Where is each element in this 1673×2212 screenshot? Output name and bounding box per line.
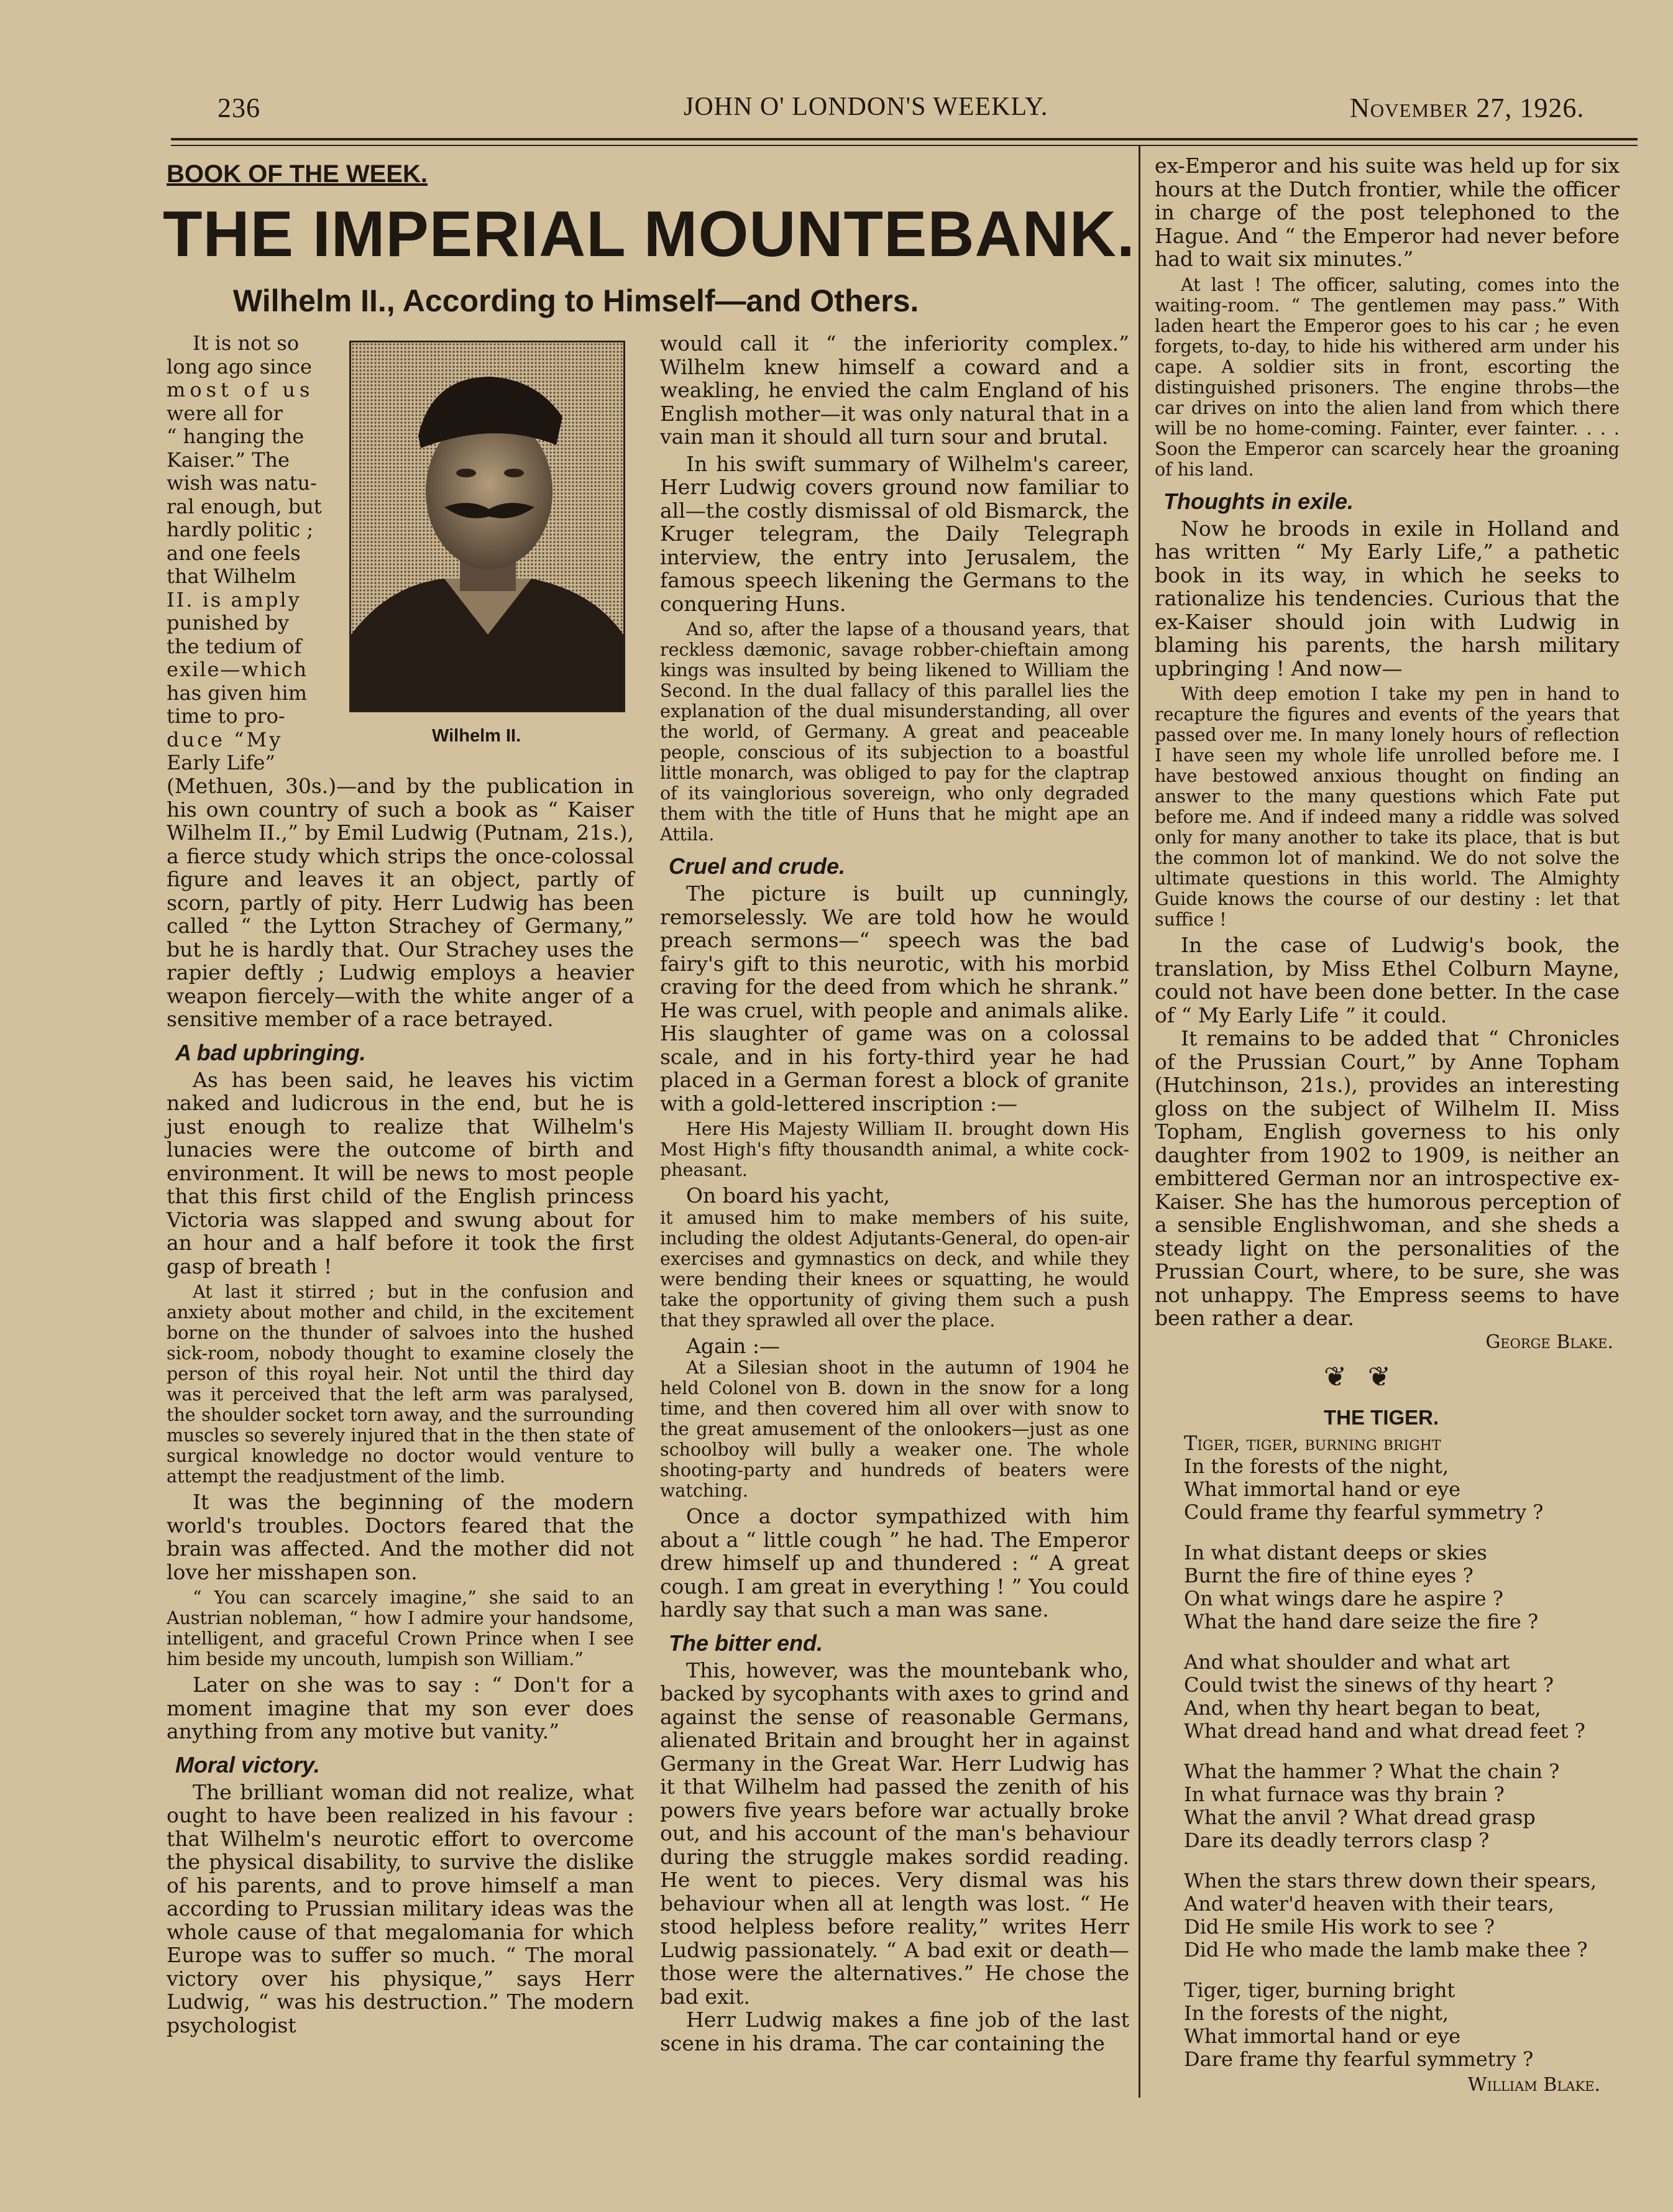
poem-line: When the stars threw down their spears, <box>1184 1869 1597 1893</box>
quote-text: it amused him to make members of his suite, including the oldest Adjutants-General, do open-air exercises and gymnastics on deck, and while they were bending their knees or squatting, he would take the opportunity of giving them such a push that they sprawled all over the place. <box>660 1207 1129 1331</box>
quote-text: With deep emotion I take my pen in hand to recapture the figures and events of the years that passed over me. In many lonely hours of reflection I have seen my whole life unrolled before me. I have bestowed anxious thought on finding an answer to the many questions which Fate put before me. And if indeed many a riddle was solved only for many another to take its place, that is but the common lot of mankind. We do not solve the ultimate questions in this world. The Almighty Guide knows the course of our destiny : let that suffice ! <box>1155 684 1620 930</box>
column-1 <box>167 774 634 2037</box>
intro-line: It is not so <box>193 331 300 355</box>
intro-line: has given him <box>167 681 307 705</box>
intro-line: “ hanging the <box>167 425 305 448</box>
poem-line: And what shoulder and what art <box>1184 1650 1510 1674</box>
publication-name: JOHN O' LONDON'S WEEKLY. <box>684 93 1048 121</box>
poem-stanza <box>1184 1760 1619 1852</box>
paragraph: Herr Ludwig makes a fine job of the last scene in his drama. The car containing the <box>660 2008 1129 2055</box>
poem-line: What immortal hand or eye <box>1184 2024 1461 2048</box>
paragraph: ex-Emperor and his suite was held up for six hours at the Dutch frontier, while the officer in charge of the post telephoned to the Hague. And “ the Emperor had never before had to wait six minutes.” <box>1155 154 1620 271</box>
fleuron-ornament-icon: ❦❦ <box>1324 1361 1412 1393</box>
intro-line: Early Life” <box>167 751 275 774</box>
paragraph: In his swift summary of Wilhelm's career, Herr Ludwig covers ground now familiar to all—the costly dismissal of old Bismarck, the Kruger telegram, the Daily Telegraph interview, the entry into Jerusalem, the famous speech likening the Germans to the conquering Huns. <box>660 451 1129 616</box>
article-subtitle: Wilhelm II., According to Himself—and Others. <box>233 283 919 318</box>
paragraph: would call it “ the inferiority complex.” Wilhelm knew himself a coward and a weakling, he envied the calm England of his English mother—it was only natural that in a vain man it should all turn sour and brutal. <box>660 331 1129 449</box>
poem-title: THE TIGER. <box>1324 1406 1439 1429</box>
block-quote <box>1155 275 1620 480</box>
poem-line: What the anvil ? What dread grasp <box>1184 1806 1536 1829</box>
column-2 <box>660 332 1129 2055</box>
quote-text: At last ! The officer, saluting, comes into the waiting-room. “ The gentlemen may pass.” With laden heart the Emperor goes to his car ; he even forgets, to-day, to hide his withered arm under his cape. A soldier sits in front, escorting the distinguished prisoners. The engine throbs—the car drives on into the alien land from which there will be no home-coming. Fainter, ever fainter. . . . Soon the Emperor can scarcely hear the groaning of his land. <box>1155 274 1620 480</box>
block-quote <box>167 1282 634 1487</box>
poem-line: And water'd heaven with their tears, <box>1184 1892 1554 1916</box>
block-quote <box>660 1208 1129 1331</box>
paragraph: Once a doctor sympathized with him about a “ little cough ” he had. The Emperor drew himself up and thundered : “ A great cough. I am great in everything ! ” You could hardly say that such a man was sane. <box>660 1504 1129 1622</box>
portrait-photo <box>349 341 625 712</box>
poem-stanza <box>1184 1651 1619 1743</box>
block-quote <box>1155 684 1620 930</box>
intro-line: hardly politic ; <box>167 518 314 541</box>
header-rule-bottom <box>171 145 1638 146</box>
portrait-figure <box>351 342 623 710</box>
subheading-the-bitter-end: The bitter end. <box>669 1630 823 1656</box>
poem-body <box>1184 1432 1619 2096</box>
poem-line: What dread hand and what dread feet ? <box>1184 1719 1585 1743</box>
poem-line: What the hammer ? What the chain ? <box>1184 1760 1560 1783</box>
issue-date: November 27, 1926. <box>1350 93 1585 123</box>
poem-line: Burnt the fire of thine eyes ? <box>1184 1564 1474 1587</box>
intro-line: exile—which <box>167 658 308 681</box>
header-rule-top <box>171 138 1638 140</box>
quote-text: “ You can scarcely imagine,” she said to an Austrian nobleman, “ how I admire your handsome, intelligent, and graceful Crown Prince when I see him beside my uncouth, lumpish son William.” <box>167 1587 634 1669</box>
paragraph: It remains to be added that “ Chronicles of the Prussian Court,” by Anne Topham (Hutchinson, 21s.), provides an interesting gloss on the subject of Wilhelm II. Miss Topham, English governess to his only daughter from 1902 to 1909, is neither an embittered German nor an introspective ex-Kaiser. She has the humorous perception of a sensible Englishwoman, and she sheds a steady light on the personalities of the Prussian Court, where, to be sure, she was not unhappy. The Empress seems to have been rather a dear. <box>1155 1026 1620 1330</box>
intro-line: the tedium of <box>167 634 302 658</box>
intro-line: were all for <box>167 401 283 425</box>
paragraph: It was the beginning of the modern world's troubles. Doctors feared that the brain was affected. And the mother did not love her misshapen son. <box>167 1490 634 1584</box>
block-quote <box>660 1119 1129 1180</box>
subheading-thoughts-in-exile: Thoughts in exile. <box>1163 488 1354 514</box>
intro-line: most of us <box>167 378 314 402</box>
author-signature: George Blake. <box>1485 1331 1613 1353</box>
poem-line: In the forests of the night, <box>1184 1454 1449 1478</box>
photo-caption: Wilhelm II. <box>432 726 521 746</box>
quote-text: Here His Majesty William II. brought down His Most High's fifty thousandth animal, a white cock-pheasant. <box>660 1119 1129 1180</box>
poem-line: On what wings dare he aspire ? <box>1184 1587 1503 1610</box>
poem-line: Could twist the sinews of thy heart ? <box>1184 1673 1554 1697</box>
paragraph: As has been said, he leaves his victim naked and ludicrous in the end, but he is just enough to realize that Wilhelm's lunacies were the outcome of birth and environment. It will be news to most people that this first child of the English princess Victoria was slapped and swung about for an hour and a half before it took the first gasp of breath ! <box>167 1067 634 1278</box>
paragraph: On board his yacht, <box>686 1183 890 1208</box>
poem-line: In what distant deeps or skies <box>1184 1541 1487 1564</box>
paragraph: Now he broods in exile in Holland and has written “ My Early Life,” a pathetic book in its way, in which he seeks to rationalize his tendencies. Curious that the ex-Kaiser should join with Ludwig in blaming his parents, the harsh military upbringing ! And now— <box>1155 516 1620 681</box>
poem-line: What the hand dare seize the fire ? <box>1184 1610 1539 1633</box>
paragraph: In the case of Ludwig's book, the translation, by Miss Ethel Colburn Mayne, could not have been done better. In the case of “ My Early Life ” it could. <box>1155 933 1620 1027</box>
poem-stanza <box>1184 1432 1619 1524</box>
paragraph: The picture is built up cunningly, remorselessly. We are told how he would preach sermons—“ speech was the bad fairy's gift to this neurotic, with his morbid craving for the deed from which he shrank.” He was cruel, with people and animals alike. His slaughter of game was on a colossal scale, and in his forty-third year he had placed in a German forest a block of granite with a gold-lettered inscription :— <box>660 881 1129 1116</box>
poem-stanza <box>1184 1979 1619 2071</box>
poem-line: Dare its deadly terrors clasp ? <box>1184 1829 1490 1852</box>
intro-line: that Wilhelm <box>167 564 296 588</box>
intro-line: punished by <box>167 611 290 635</box>
page-number: 236 <box>218 93 260 123</box>
subheading-bad-upbringing: A bad upbringing. <box>175 1039 366 1065</box>
intro-line: duce “My <box>167 727 283 751</box>
paragraph: The brilliant woman did not realize, what ought to have been realized in his favour : that Wilhelm's neurotic effort to overcome the physical disability, to survive the dislike of his parents, and to prove himself a man according to Prussian military ideas was the whole cause of that megalomania for which Europe was to suffer so much. “ The moral victory over his physique,” says Herr Ludwig, “ was his destruction.” The modern psychologist <box>167 1779 634 2037</box>
poem-line: Did He who made the lamb make thee ? <box>1184 1938 1588 1962</box>
poem-stanza <box>1184 1541 1619 1633</box>
paragraph: This, however, was the mountebank who, backed by sycophants with axes to grind and against the sense of reasonable Germans, alienated Britain and brought her in against Germany in the Great War. Herr Ludwig has it that Wilhelm had passed the zenith of his powers five years before war actually broke out, and his account of the man's behaviour during the struggle makes sordid reading. He went to pieces. Very dismal was his behaviour when all at length was lost. “ He stood helpless before reality,” writes Herr Ludwig passionately. “ A bad exit or death—those were the alternatives.” He chose the bad exit. <box>660 1658 1129 2009</box>
paragraph: Again :— <box>686 1333 781 1358</box>
article-title: THE IMPERIAL MOUNTEBANK. <box>163 198 1135 270</box>
poem-line: What immortal hand or eye <box>1184 1477 1461 1501</box>
poem-line: Dare frame thy fearful symmetry ? <box>1184 2047 1534 2071</box>
quote-text: And so, after the lapse of a thousand years, that reckless dæmonic, savage robber-chieftain among kings was insulted by being likened to William the Second. In the dual fallacy of this parallel lies the explanation of the dual misunderstanding, all over the world, of Germany. A great and peaceable people, conscious of its subjection to a boastful little monarch, was obliged to pay for the claptrap of its vainglorious sovereign, who only degraded them with the title of Huns that he might ape an Attila. <box>660 619 1129 845</box>
intro-line: Kaiser.” The <box>167 447 290 472</box>
intro-line: long ago since <box>167 354 312 379</box>
quote-text: At last it stirred ; but in the confusion and anxiety about mother and child, in the excitement borne on the thunder of salvoes into the hushed sick-room, nobody thought to examine closely the person of this royal heir. Not until the third day was it perceived that the left arm was paralysed, the shoulder socket torn away, and the surrounding muscles so severely injured that in the then state of surgical knowledge no doctor would venture to attempt the readjustment of the limb. <box>167 1282 634 1487</box>
intro-line: wish was natu- <box>167 471 317 495</box>
subheading-cruel-and-crude: Cruel and crude. <box>669 853 846 879</box>
paragraph: Later on she was to say : “ Don't for a moment imagine that my son ever does anything from any motive but vanity.” <box>167 1673 634 1743</box>
intro-line: time to pro- <box>167 704 285 728</box>
subheading-moral-victory: Moral victory. <box>175 1751 320 1778</box>
poem-line: Did He smile His work to see ? <box>1184 1915 1495 1939</box>
section-kicker: BOOK OF THE WEEK. <box>167 160 428 188</box>
column-rule <box>1139 146 1140 2098</box>
intro-line: ral enough, but <box>167 494 322 518</box>
poem-line: In what furnace was thy brain ? <box>1184 1783 1505 1806</box>
poem-line: Tiger, tiger, burning bright <box>1184 1978 1455 2002</box>
block-quote <box>660 619 1129 845</box>
poem-line: In the forests of the night, <box>1184 2001 1449 2025</box>
column-3 <box>1155 154 1620 1355</box>
poem-stanza <box>1184 1870 1619 1962</box>
block-quote <box>167 1587 634 1669</box>
quote-text: At a Silesian shoot in the autumn of 1904 he held Colonel von B. down in the snow for a long time, and then covered him all over with snow to the great amusement of the onlookers—just as one schoolboy will bully a weaker one. The whole shooting-party and hundreds of beaters were watching. <box>660 1357 1129 1501</box>
col1-intro-wrap <box>167 332 325 775</box>
poem-line: And, when thy heart began to beat, <box>1184 1696 1541 1720</box>
intro-line: II. is amply <box>167 587 301 612</box>
poem-line: Could frame thy fearful symmetry ? <box>1184 1500 1544 1524</box>
poem-author: William Blake. <box>1467 2074 1600 2096</box>
intro-line: and one feels <box>167 541 301 565</box>
intro-continued: (Methuen, 30s.)—and by the publication in his own country of such a book as “ Kaiser Wilhelm II.,” by Emil Ludwig (Putnam, 21s.), a fierce study which strips the once-colossal figure and leaves it an object, partly of scorn, partly of pity. Herr Ludwig has been called “ the Lytton Strachey of Germany,” but he is hardly that. Our Strachey uses the rapier deftly ; Ludwig employs a heavier weapon fiercely—with the white anger of a sensitive member of a race betrayed. <box>167 774 634 1031</box>
poem-line: Tiger, tiger, burning bright <box>1184 1431 1441 1455</box>
block-quote <box>660 1357 1129 1501</box>
